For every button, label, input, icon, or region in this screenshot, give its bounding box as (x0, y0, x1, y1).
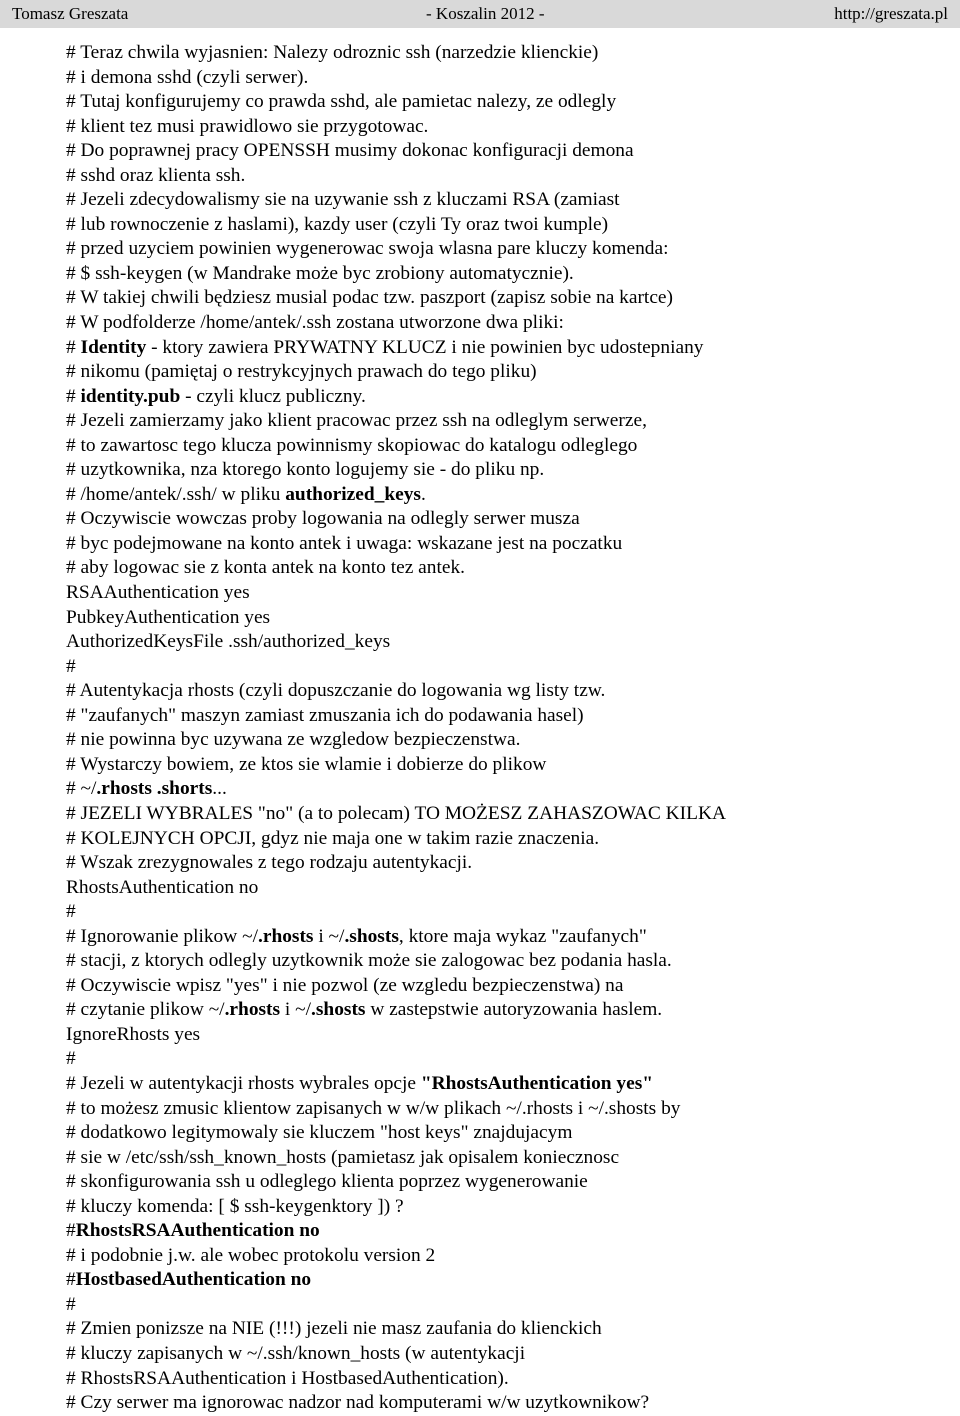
text-line (66, 213, 946, 238)
text-line (66, 802, 946, 827)
text-segment: # W podfolderze /home/antek/.ssh zostana utworzone dwa pliki: (66, 312, 564, 334)
text-segment: # RhostsRSAAuthentication i HostbasedAuthentication). (66, 1367, 509, 1389)
text-line (66, 115, 946, 140)
text-segment: RhostsAuthentication no (66, 876, 259, 898)
text-line (66, 655, 946, 680)
text-segment: # przed uzyciem powinien wygenerowac swoja wlasna pare kluczy komenda: (66, 238, 669, 260)
text-segment: # Zmien ponizsze na NIE (!!!) jezeli nie masz zaufania do klienckich (66, 1318, 602, 1340)
text-segment: # i podobnie j.w. ale wobec protokolu version 2 (66, 1244, 436, 1266)
text-segment: # Oczywiscie wpisz "yes" i nie pozwol (ze wzgledu bezpieczenstwa) na (66, 974, 624, 996)
text-line (66, 458, 946, 483)
text-line (66, 1391, 946, 1416)
text-line (66, 139, 946, 164)
text-line (66, 949, 946, 974)
text-line (66, 1219, 946, 1244)
bold-segment: "RhostsAuthentication yes" (420, 1072, 654, 1094)
text-segment: # /home/antek/.ssh/ w pliku (66, 483, 286, 505)
text-line (66, 1121, 946, 1146)
text-line (66, 1293, 946, 1318)
text-segment: - czyli klucz publiczny. (180, 385, 366, 407)
text-segment: RSAAuthentication yes (66, 582, 250, 604)
page-header (0, 0, 960, 28)
text-segment: # Teraz chwila wyjasnien: Nalezy odroznic ssh (narzedzie klienckie) (66, 42, 599, 63)
text-segment: # uzytkownika, nza ktorego konto logujemy sie - do pliku np. (66, 459, 545, 481)
text-segment: # Do poprawnej pracy OPENSSH musimy dokonac konfiguracji demona (66, 140, 634, 162)
text-segment: # to możesz zmusic klientow zapisanych w w/w plikach ~/.rhosts i ~/.shosts by (66, 1097, 681, 1119)
text-line (66, 41, 946, 66)
text-line (66, 1195, 946, 1220)
text-line (66, 360, 946, 385)
text-segment: # kluczy zapisanych w ~/.ssh/known_hosts (w autentykacji (66, 1342, 526, 1364)
text-segment: # to zawartosc tego klucza powinnismy skopiowac do katalogu odleglego (66, 434, 638, 456)
text-segment: # kluczy komenda: [ $ ssh-keygenktory ]) ? (66, 1195, 404, 1217)
text-line (66, 704, 946, 729)
text-segment: # dodatkowo legitymowaly sie kluczem "host keys" znajdujacym (66, 1122, 573, 1144)
text-segment: # (66, 1269, 76, 1291)
text-line (66, 1047, 946, 1072)
text-segment: PubkeyAuthentication yes (66, 606, 271, 628)
text-segment: # KOLEJNYCH OPCJI, gdyz nie maja one w takim razie znaczenia. (66, 827, 600, 849)
text-segment: # klient tez musi prawidlowo sie przygotowac. (66, 115, 429, 137)
bold-segment: authorized_keys (285, 483, 421, 505)
bold-segment: .rhosts (257, 925, 314, 947)
text-segment: # (66, 336, 81, 358)
text-line (66, 1023, 946, 1048)
text-segment: # Wystarczy bowiem, ze ktos sie wlamie i dobierze do plikow (66, 753, 547, 775)
text-segment: # Jezeli zdecydowalismy sie na uzywanie ssh z kluczami RSA (zamiast (66, 189, 620, 211)
text-segment: # (66, 901, 76, 923)
text-segment: # Ignorowanie plikow ~/ (66, 925, 258, 947)
text-segment: # byc podejmowane na konto antek i uwaga: wskazane jest na poczatku (66, 532, 623, 554)
text-segment: # $ ssh-keygen (w Mandrake może byc zrobiony automatycznie). (66, 262, 574, 284)
text-line (66, 606, 946, 631)
text-line (66, 753, 946, 778)
text-segment: # lub rownoczenie z haslami), kazdy user (czyli Ty oraz twoi kumple) (66, 213, 609, 235)
text-line (66, 188, 946, 213)
bold-segment: .shosts (311, 999, 366, 1021)
bold-segment: HostbasedAuthentication no (75, 1269, 312, 1291)
text-segment: # skonfigurowania ssh u odleglego klienta poprzez wygenerowanie (66, 1171, 588, 1193)
bold-segment: .rhosts (224, 999, 281, 1021)
text-segment: # nie powinna byc uzywana ze wzgledow bezpieczenstwa. (66, 729, 521, 751)
text-line (66, 974, 946, 999)
text-segment: # nikomu (pamiętaj o restrykcyjnych prawach do tego pliku) (66, 361, 537, 383)
text-line (66, 876, 946, 901)
header-author: Tomasz Greszata (12, 4, 129, 23)
text-segment: i ~/ (280, 999, 312, 1021)
text-line (66, 483, 946, 508)
text-segment: # i demona sshd (czyli serwer). (66, 66, 309, 88)
text-line (66, 434, 946, 459)
text-line (66, 1268, 946, 1293)
text-segment: # sshd oraz klienta ssh. (66, 164, 246, 186)
text-line (66, 1317, 946, 1342)
text-segment: # Oczywiscie wowczas proby logowania na odlegly serwer musza (66, 508, 580, 530)
text-line (66, 237, 946, 262)
text-segment: IgnoreRhosts yes (66, 1023, 201, 1045)
bold-segment: .shorts (156, 778, 213, 800)
header-website: http://greszata.pl (834, 4, 948, 23)
text-line (66, 1367, 946, 1392)
text-segment: # (66, 1048, 76, 1070)
text-line (66, 66, 946, 91)
text-line (66, 507, 946, 532)
text-line (66, 1146, 946, 1171)
text-line (66, 90, 946, 115)
text-segment: # (66, 1293, 76, 1315)
text-segment: # JEZELI WYBRALES "no" (a to polecam) TO MOŻESZ ZAHASZOWAC KILKA (66, 802, 726, 824)
text-line (66, 1342, 946, 1367)
text-segment: # (66, 1220, 76, 1242)
text-line (66, 1072, 946, 1097)
text-line (66, 777, 946, 802)
text-line (66, 1244, 946, 1269)
text-line (66, 728, 946, 753)
bold-segment: RhostsRSAAuthentication no (75, 1220, 320, 1242)
text-line (66, 679, 946, 704)
text-line (66, 336, 946, 361)
text-line (66, 851, 946, 876)
text-line (66, 532, 946, 557)
text-segment: # Jezeli zamierzamy jako klient pracowac przez ssh na odleglym serwerze, (66, 410, 647, 432)
text-segment: . (420, 483, 426, 505)
text-line (66, 1097, 946, 1122)
bold-segment: identity.pub (80, 385, 181, 407)
text-segment: # Czy serwer ma ignorowac nadzor nad komputerami w/w uzytkownikow? (66, 1392, 650, 1414)
bold-segment: .shosts (344, 925, 399, 947)
text-segment: # Wszak zrezygnowales z tego rodzaju autentykacji. (66, 852, 473, 874)
text-line (66, 385, 946, 410)
text-segment: # czytanie plikow ~/ (66, 999, 225, 1021)
text-line (66, 925, 946, 950)
text-line (66, 164, 946, 189)
text-line (66, 827, 946, 852)
text-segment: # stacji, z ktorych odlegly uzytkownik może sie zalogowac bez podania hasla. (66, 950, 672, 972)
text-segment: # "zaufanych" maszyn zamiast zmuszania ich do podawania hasel) (66, 704, 584, 726)
text-segment: # Autentykacja rhosts (czyli dopuszczanie do logowania wg listy tzw. (66, 680, 606, 702)
text-line (66, 286, 946, 311)
text-segment: ... (212, 778, 227, 800)
text-line (66, 998, 946, 1023)
text-segment: # ~/ (66, 778, 97, 800)
text-segment: # (66, 385, 81, 407)
text-line (66, 311, 946, 336)
header-location-year: - Koszalin 2012 - (426, 4, 545, 23)
text-segment: i ~/ (313, 925, 345, 947)
text-segment: # W takiej chwili będziesz musial podac tzw. paszport (zapisz sobie na kartce) (66, 287, 673, 309)
text-line (66, 262, 946, 287)
text-segment: # Tutaj konfigurujemy co prawda sshd, ale pamietac nalezy, ze odlegly (66, 91, 617, 113)
text-segment: AuthorizedKeysFile .ssh/authorized_keys (66, 631, 391, 653)
text-segment: , ktore maja wykaz "zaufanych" (398, 925, 647, 947)
text-line (66, 630, 946, 655)
text-line (66, 581, 946, 606)
text-line (66, 900, 946, 925)
text-segment: - ktory zawiera PRYWATNY KLUCZ i nie powinien byc udostepniany (146, 336, 704, 358)
text-segment: w zastepstwie autoryzowania haslem. (365, 999, 663, 1021)
bold-segment: Identity (80, 336, 147, 358)
text-segment: # (66, 655, 76, 677)
text-segment: # aby logowac sie z konta antek na konto tez antek. (66, 557, 465, 579)
text-line (66, 556, 946, 581)
bold-segment: .rhosts (96, 778, 152, 800)
text-line (66, 1170, 946, 1195)
text-segment: # Jezeli w autentykacji rhosts wybrales opcje (66, 1072, 421, 1094)
text-line (66, 409, 946, 434)
config-listing (66, 41, 946, 1416)
text-segment: # sie w /etc/ssh/ssh_known_hosts (pamietasz jak opisalem koniecznosc (66, 1146, 620, 1168)
